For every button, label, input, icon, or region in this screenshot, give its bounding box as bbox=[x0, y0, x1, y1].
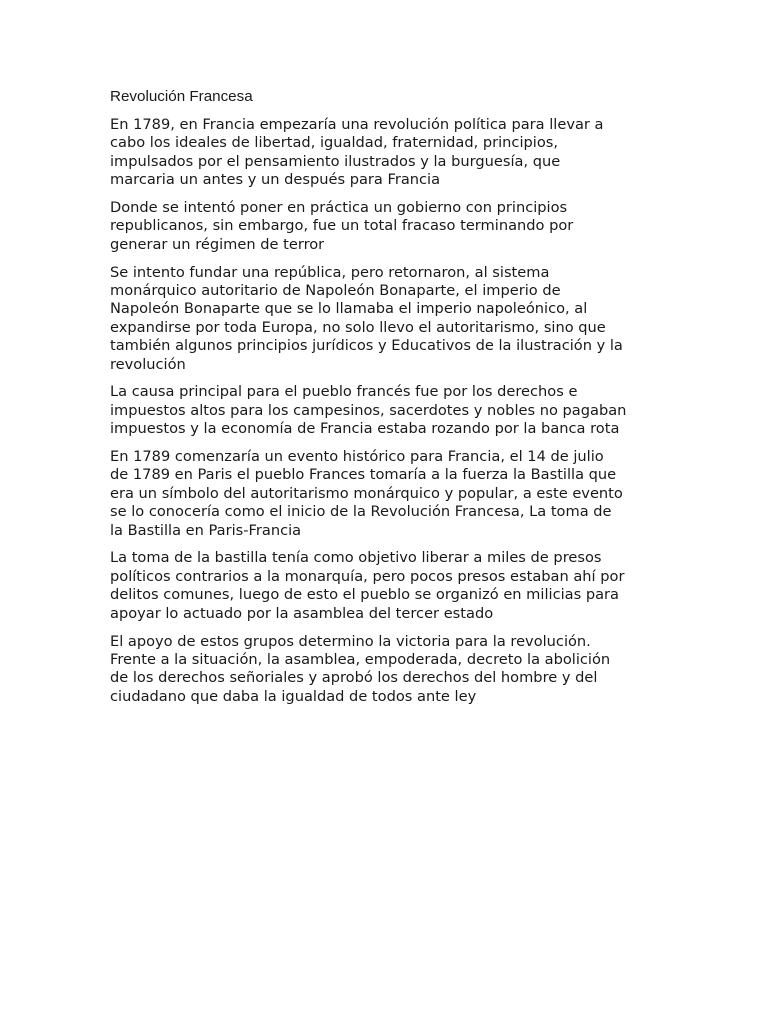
paragraph-line: Se intento fundar una república, pero retornaron, al sistema bbox=[110, 263, 550, 281]
paragraph-1 bbox=[110, 116, 666, 190]
document-title: Revolución Francesa bbox=[110, 88, 253, 105]
paragraph-line: ciudadano que daba la igualdad de todos ante ley bbox=[110, 687, 477, 705]
paragraph-line: El apoyo de estos grupos determino la victoria para la revolución. bbox=[110, 632, 591, 650]
paragraph-6 bbox=[110, 549, 666, 623]
paragraph-line: políticos contrarios a la monarquía, pero pocos presos estaban ahí por bbox=[110, 567, 625, 585]
paragraph-line: expandirse por toda Europa, no solo llevo el autoritarismo, sino que bbox=[110, 318, 606, 336]
paragraph-line: marcaria un antes y un después para Francia bbox=[110, 171, 441, 189]
paragraph-line: La toma de la bastilla tenía como objetivo liberar a miles de presos bbox=[110, 549, 602, 567]
paragraph-line: impuestos altos para los campesinos, sacerdotes y nobles no pagaban bbox=[110, 401, 627, 419]
paragraph-line: impulsados por el pensamiento ilustrados y la burguesía, que bbox=[110, 152, 561, 170]
paragraph-line: también algunos principios jurídicos y Educativos de la ilustración y la bbox=[110, 337, 623, 355]
paragraph-line: En 1789, en Francia empezaría una revolución política para llevar a bbox=[110, 116, 604, 133]
paragraph-line: monárquico autoritario de Napoleón Bonaparte, el imperio de bbox=[110, 282, 561, 300]
paragraph-line: Napoleón Bonaparte que se lo llamaba el imperio napoleónico, al bbox=[110, 300, 588, 318]
paragraph-line: cabo los ideales de libertad, igualdad, fraternidad, principios, bbox=[110, 134, 559, 152]
paragraph-line: Frente a la situación, la asamblea, empoderada, decreto la abolición bbox=[110, 650, 611, 668]
paragraph-2 bbox=[110, 199, 666, 254]
paragraph-line: revolución bbox=[110, 355, 186, 373]
paragraph-5 bbox=[110, 448, 666, 540]
paragraph-line: La causa principal para el pueblo francés fue por los derechos e bbox=[110, 383, 578, 401]
paragraph-7 bbox=[110, 633, 666, 707]
paragraph-line: republicanos, sin embargo, fue un total fracaso terminando por bbox=[110, 217, 574, 235]
paragraph-line: de los derechos señoriales y aprobó los derechos del hombre y del bbox=[110, 669, 598, 687]
paragraph-line: generar un régimen de terror bbox=[110, 235, 325, 253]
document-body bbox=[110, 86, 666, 716]
paragraph-line: En 1789 comenzaría un evento histórico para Francia, el 14 de julio bbox=[110, 448, 604, 466]
paragraph-line: apoyar lo actuado por la asamblea del tercer estado bbox=[110, 604, 494, 622]
paragraph-line: la Bastilla en Paris-Francia bbox=[110, 521, 302, 539]
paragraph-line: era un símbolo del autoritarismo monárquico y popular, a este evento bbox=[110, 484, 623, 502]
paragraph-4 bbox=[110, 383, 666, 438]
paragraph-line: impuestos y la economía de Francia estaba rozando por la banca rota bbox=[110, 420, 620, 438]
paragraph-line: Donde se intentó poner en práctica un gobierno con principios bbox=[110, 199, 568, 217]
paragraph-line: delitos comunes, luego de esto el pueblo se organizó en milicias para bbox=[110, 586, 619, 604]
paragraph-line: se lo conocería como el inicio de la Revolución Francesa, La toma de bbox=[110, 503, 612, 521]
paragraph-3 bbox=[110, 264, 666, 374]
paragraph-line: de 1789 en Paris el pueblo Frances tomaría a la fuerza la Bastilla que bbox=[110, 466, 617, 484]
